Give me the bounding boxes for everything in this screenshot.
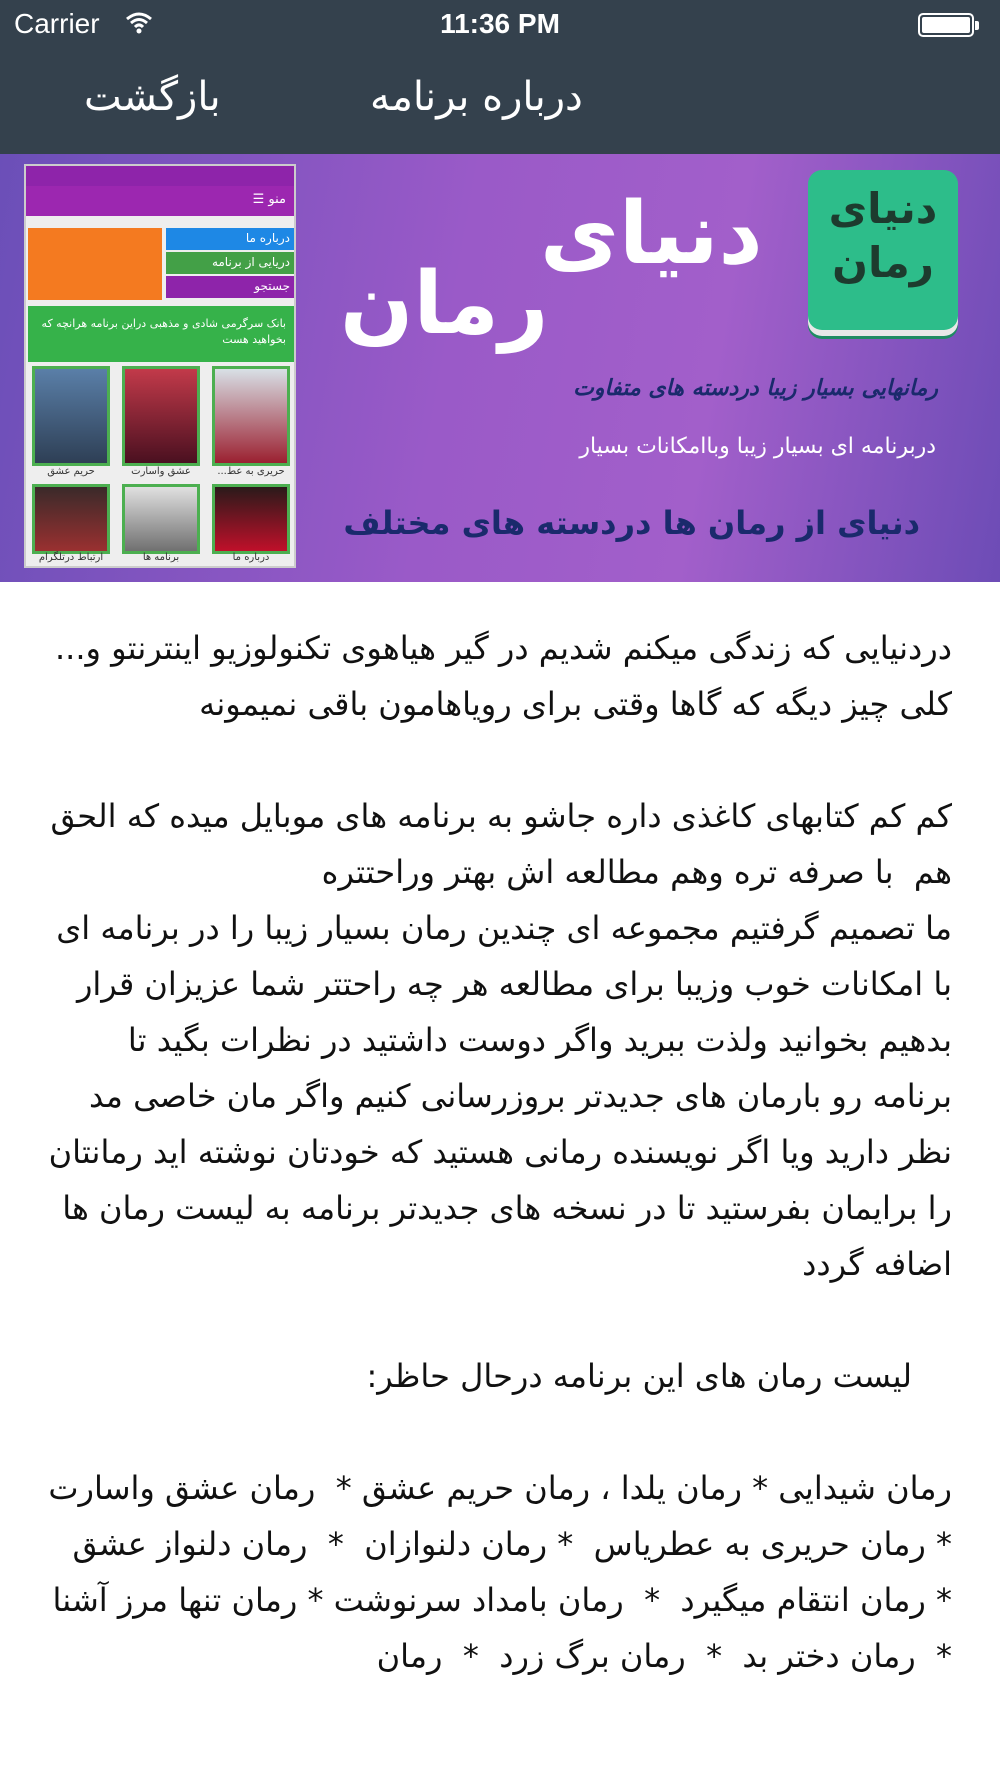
- page-title: درباره برنامه: [370, 74, 583, 120]
- phone-screenshot: [24, 164, 296, 568]
- phone-promo-tile: [28, 228, 162, 300]
- brand-title-line2: رمان: [340, 254, 549, 354]
- clock-time: 11:36 PM: [440, 8, 560, 39]
- list-heading: لیست رمان های این برنامه درحال حاظر:: [366, 1357, 912, 1395]
- phone-menu-search: جستجو: [166, 276, 296, 298]
- status-bar: [0, 0, 1000, 50]
- banner-tagline: رمانهایی بسیار زیبا دردسته های متفاوت: [573, 376, 938, 401]
- phone-book-cover: [122, 484, 200, 554]
- phone-book-label: درباره ما: [232, 552, 270, 563]
- phone-green-banner: بانک سرگرمی شادی و مذهبی دراین برنامه هرانچه که بخواهید هست: [28, 306, 294, 362]
- phone-book-label: حریری به عط...: [217, 466, 285, 477]
- brand-title-line1: دنیای: [540, 184, 763, 284]
- description-paragraph: کم کم کتابهای کاغذی داره جاشو به برنامه های موبایل میده که الحق هم با صرفه تره وهم مطالعه اش بهتر وراحتتره ما تصمیم گرفتیم مجموعه ای چندین رمان بسیار زیبا را در برنامه ای با امکانات خوب وزیبا برای مطالعه هر چه راحتتر شما عزیزان قرار بدهیم بخوانید ولذت ببرید واگر دوست داشتید در نظرات بگید تا برنامه رو بارمان های جدیدتر بروزرسانی کنیم واگر مان خاصی مد نظر دارید ویا اگر نویسنده رمانی هستید که خودتان نوشته اید رمانتان را برایمان بفرستید تا در نسخه های جدیدتر برنامه به لیست رمان ها اضافه گردد: [48, 797, 952, 1283]
- battery-icon: [918, 13, 974, 37]
- banner-tagline: دنیای از رمان ها دردسته های مختلف: [343, 504, 920, 542]
- phone-menu-about: درباره ما: [166, 228, 296, 250]
- back-button[interactable]: بازگشت: [84, 74, 221, 120]
- novel-list: رمان شیدایی * رمان یلدا ، رمان حریم عشق * رمان عشق واسارت * رمان حریری به عطریاس * رمان دلنوازان * رمان دلنواز عشق * رمان انتقام میگیرد * رمان بامداد سرنوشت * رمان تنها مرز آشنا * رمان دختر بد * رمان برگ زرد * رمان: [28, 1469, 952, 1675]
- phone-book-cover: [122, 366, 200, 466]
- phone-book-cover: [212, 484, 290, 554]
- phone-menu-bar: منو ☰: [26, 186, 294, 216]
- intro-paragraph: دردنیایی که زندگی میکنم شدیم در گیر هیاهوی تکنولوزیو اینترنتو و... کلی چیز دیگه که گاها وقتی برای رویاهامون باقی نمیمونه: [44, 629, 952, 723]
- phone-menu-sea: دریایی از برنامه: [166, 252, 296, 274]
- phone-book-label: حریم عشق: [47, 466, 95, 477]
- phone-book-label: برنامه ها: [142, 552, 180, 563]
- phone-book-label: ارتباط درتلگرام: [38, 552, 104, 563]
- banner-tagline: دربرنامه ای بسیار زیبا وباامکانات بسیار: [579, 434, 936, 459]
- app-logo: دنیای رمان: [808, 170, 958, 330]
- about-text: [28, 620, 952, 1684]
- phone-book-label: عشق واسارت: [131, 466, 191, 477]
- phone-book-cover: [32, 366, 110, 466]
- carrier-label: Carrier: [14, 8, 100, 39]
- phone-book-cover: [212, 366, 290, 466]
- phone-book-cover: [32, 484, 110, 554]
- app-banner-image: [0, 154, 1000, 582]
- navigation-bar: [0, 50, 1000, 154]
